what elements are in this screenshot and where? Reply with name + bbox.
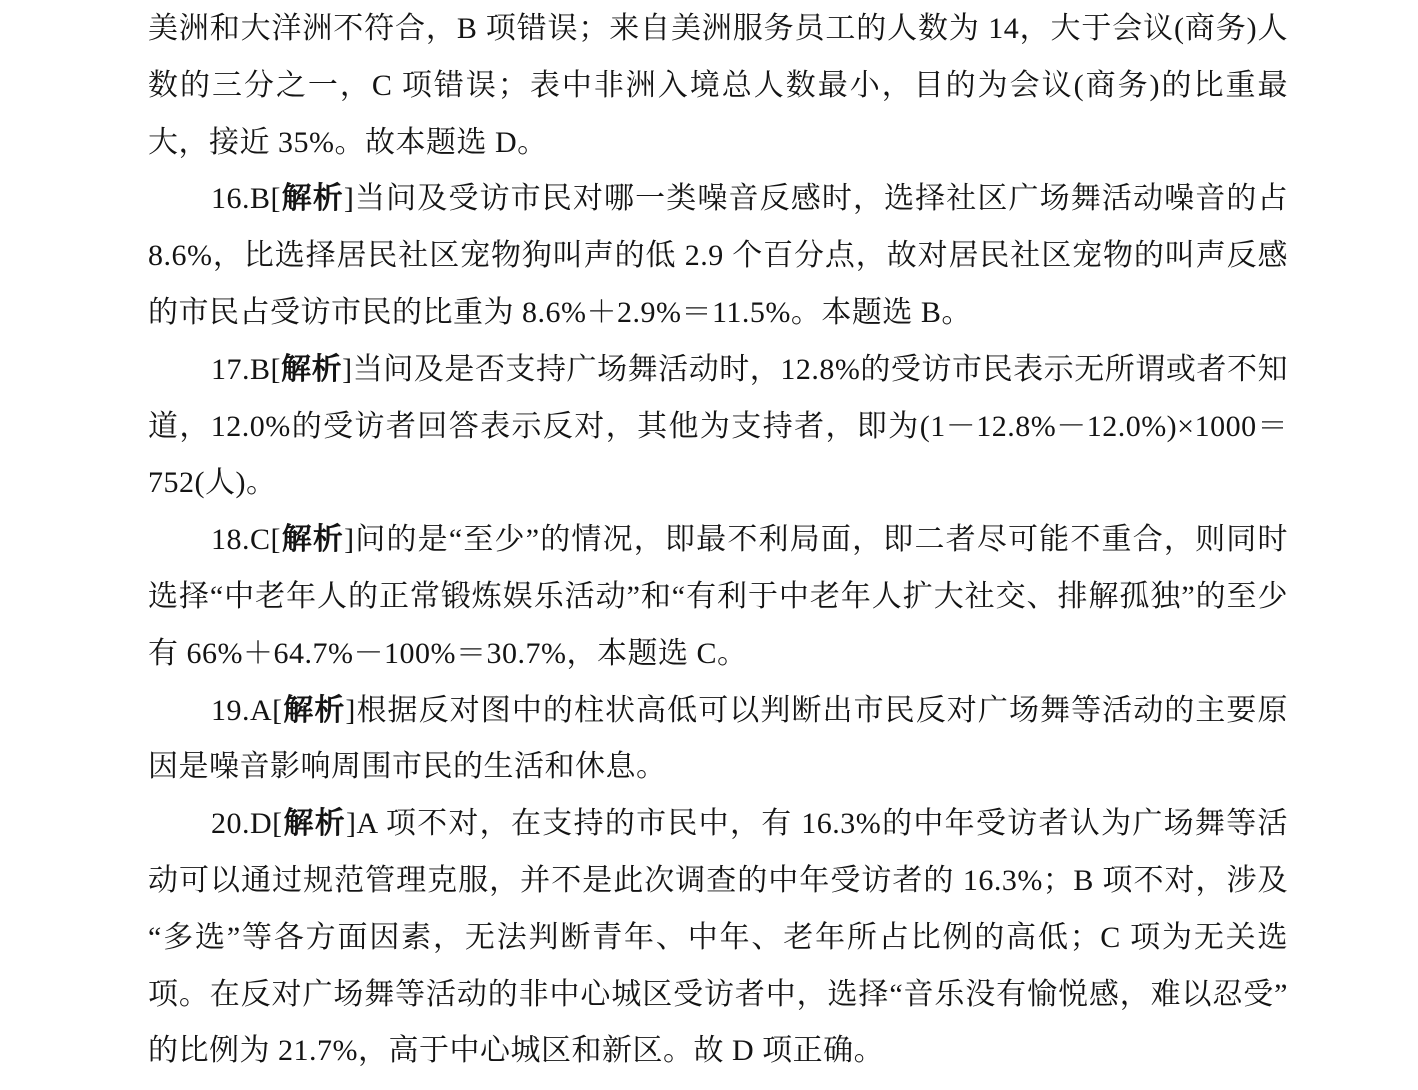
analysis-label: 解析 — [282, 807, 347, 841]
answer-paragraph-20 — [148, 796, 1288, 1080]
bracket-open: [ — [270, 182, 282, 216]
answer-paragraph-16 — [148, 171, 1288, 341]
answer-paragraph-17 — [148, 342, 1288, 512]
bracket-close: ] — [343, 182, 355, 216]
bracket-close: ] — [342, 352, 353, 386]
answer-body: 根据反对图中的柱状高低可以判断出市民反对广场舞等活动的主要原因是噪音影响周围市民的生活和休息。 — [148, 693, 1289, 784]
bracket-close: ] — [344, 523, 355, 557]
answer-id: 20.D — [211, 807, 273, 841]
bracket-open: [ — [272, 693, 283, 727]
analysis-label: 解析 — [281, 352, 343, 386]
answer-id: 16.B — [211, 182, 271, 216]
analysis-label: 解析 — [282, 693, 346, 727]
analysis-label: 解析 — [281, 523, 345, 557]
answer-body: 问的是“至少”的情况，即最不利局面，即二者尽可能不重合，则同时选择“中老年人的正常锻炼娱乐活动”和“有利于中老年人扩大社交、排解孤独”的至少有 66%＋64.7%－100%＝30.7%，本题选 C。 — [148, 523, 1288, 670]
answer-paragraph-18 — [148, 512, 1288, 682]
answer-body: A 项不对，在支持的市民中，有 16.3%的中年受访者认为广场舞等活动可以通过规范管理克服，并不是此次调查的中年受访者的 16.3%；B 项不对，涉及“多选”等各方面因素，无法判断青年、中年、老年所占比例的高低；C 项为无关选项。在反对广场舞等活动的非中心城区受访者中，选择“音乐没有愉悦感，难以忍受”的比例为 21.7%，高于中心城区和新区。故 D 项正确。 — [148, 807, 1289, 1068]
answer-id: 18.C — [211, 523, 271, 557]
bracket-close: ] — [345, 693, 356, 727]
continuation-paragraph — [148, 1, 1288, 171]
answer-body: 当问及是否支持广场舞活动时，12.8%的受访市民表示无所谓或者不知道，12.0%的受访者回答表示反对，其他为支持者，即为(1－12.8%－12.0%)×1000＝752(人)。 — [148, 352, 1288, 500]
bracket-open: [ — [270, 523, 282, 557]
analysis-label: 解析 — [281, 182, 344, 216]
bracket-open: [ — [270, 352, 282, 386]
continuation-text: 美洲和大洋洲不符合，B 项错误；来自美洲服务员工的人数为 14，大于会议(商务)人数的三分之一，C 项错误；表中非洲入境总人数最小，目的为会议(商务)的比重最大，接近 35%。故本题选 D。 — [148, 12, 1288, 159]
answer-id: 19.A — [211, 693, 273, 727]
answer-body: 当问及受访市民对哪一类噪音反感时，选择社区广场舞活动噪音的占 8.6%，比选择居民社区宠物狗叫声的低 2.9 个百分点，故对居民社区宠物的叫声反感的市民占受访市民的比重为 8.6%＋2.9%＝11.5%。本题选 B。 — [148, 182, 1289, 329]
bracket-open: [ — [272, 807, 283, 841]
answer-id: 17.B — [211, 352, 271, 386]
bracket-close: ] — [346, 807, 357, 841]
answer-paragraph-19 — [148, 683, 1288, 797]
